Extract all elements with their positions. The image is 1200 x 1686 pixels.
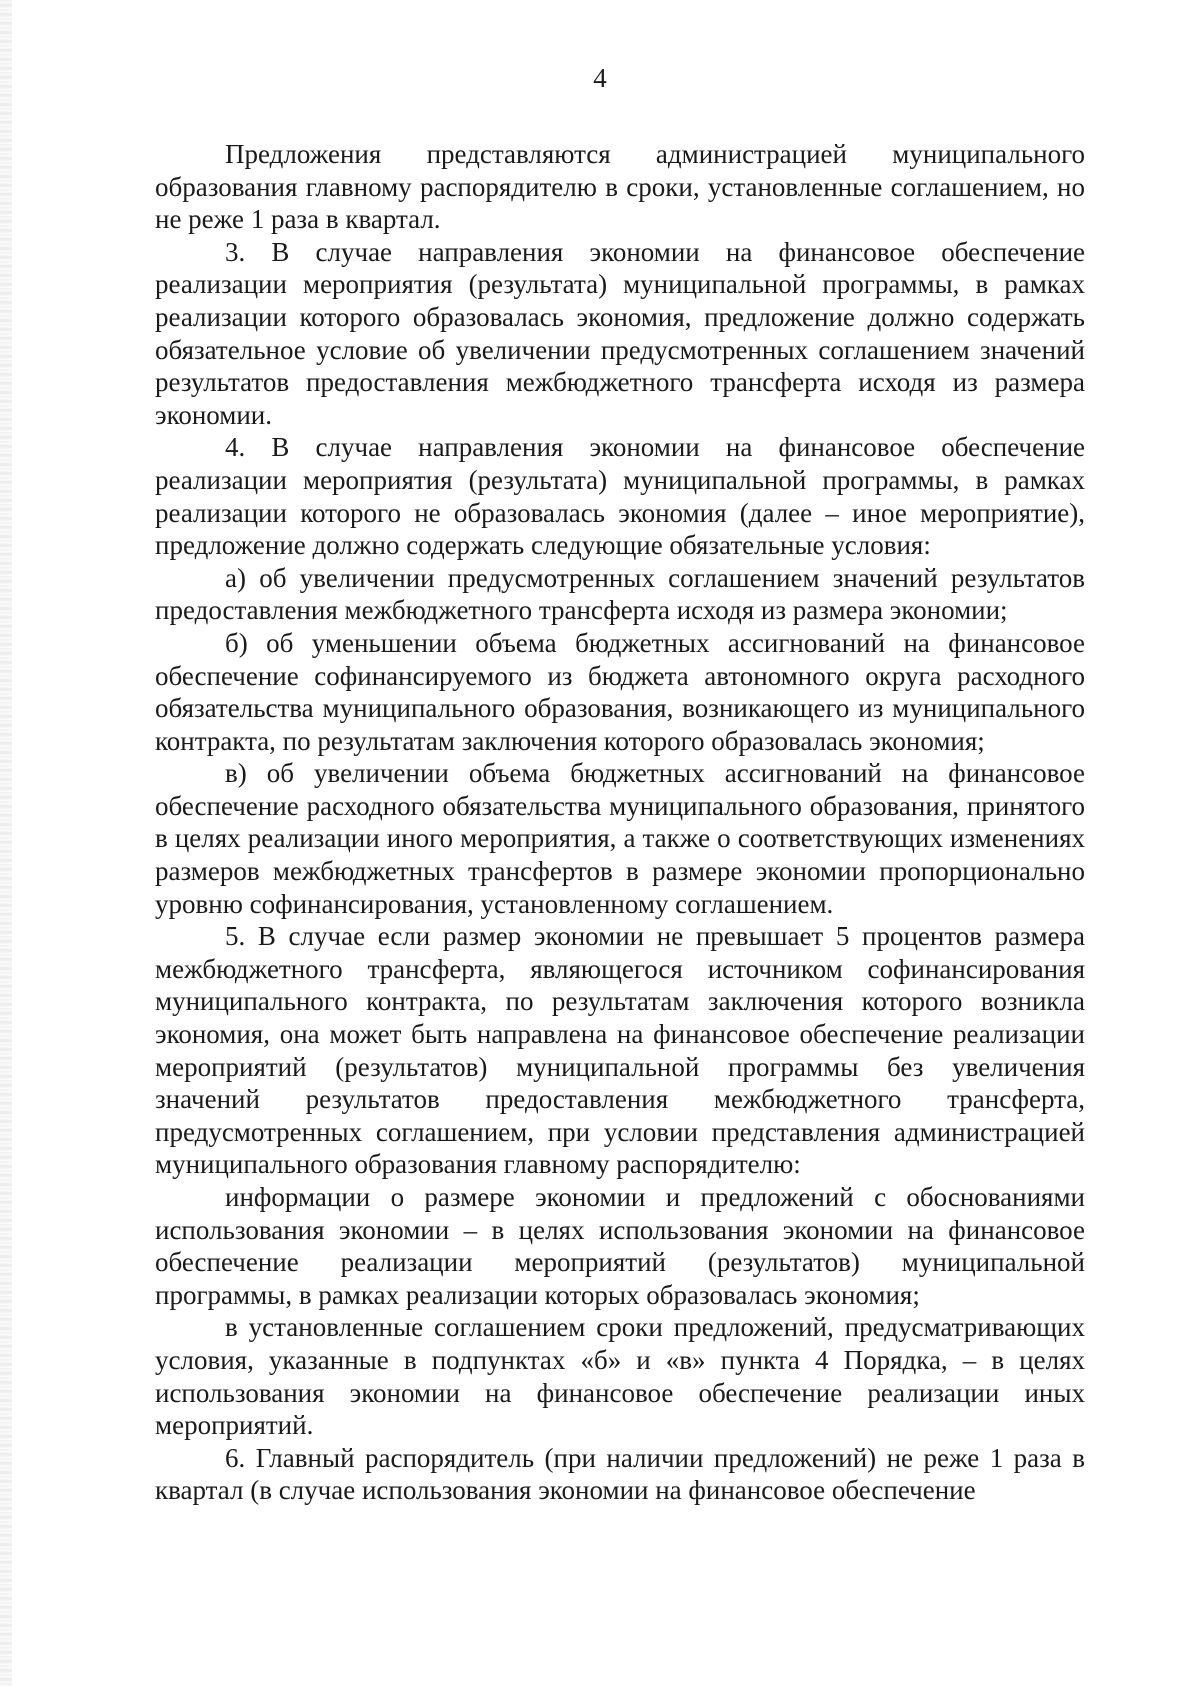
- paragraph-item-6: 6. Главный распорядитель (при наличии предложений) не реже 1 раза в квартал (в случае использования экономии на финансовое обеспечение: [155, 1442, 1085, 1506]
- scan-edge-shadow: [0, 0, 12, 1686]
- paragraph-proposals-deadline: Предложения представляются администрацией муниципального образования главному распорядителю в сроки, установленные соглашением, но не реже 1 раза в квартал.: [155, 139, 1085, 235]
- paragraph-item-4: 4. В случае направления экономии на финансовое обеспечение реализации мероприятия (результата) муниципальной программы, в рамках реализации которого не образовалась экономия (далее – иное мероприятие), предложение должно содержать следующие обязательные условия:: [155, 432, 1085, 561]
- paragraph-savings-information: информации о размере экономии и предложений с обоснованиями использования экономии – в целях использования экономии на финансовое обеспечение реализации мероприятий (результатов) муниципальной программы, в рамках реализации которых образовалась экономия;: [155, 1182, 1085, 1310]
- paragraph-item-3: 3. В случае направления экономии на финансовое обеспечение реализации мероприятия (результата) муниципальной программы, в рамках реализации которого образовалась экономия, предложение должно содержать обязательное условие об увеличении предусмотренных соглашением значений результатов предоставления межбюджетного трансферта исходя из размера экономии.: [155, 236, 1085, 430]
- document-body: [155, 138, 1085, 1507]
- paragraph-subitem-a: а) об увеличении предусмотренных соглашением значений результатов предоставления межбюджетного трансферта исходя из размера экономии;: [155, 562, 1085, 626]
- paragraph-subitem-v: в) об увеличении объема бюджетных ассигнований на финансовое обеспечение расходного обязательства муниципального образования, принятого в целях реализации иного мероприятия, а также о соответствующих изменениях размеров межбюджетных трансфертов в размере экономии пропорционально уровню софинансирования, установленному соглашением.: [155, 758, 1085, 919]
- paragraph-item-5: 5. В случае если размер экономии не превышает 5 процентов размера межбюджетного трансферта, являющегося источником софинансирования муниципального контракта, по результатам заключения которого возникла экономия, она может быть направлена на финансовое обеспечение реализации мероприятий (результатов) муниципальной программы без увеличения значений результатов предоставления межбюджетного трансферта, предусмотренных соглашением, при условии представления администрацией муниципального образования главному распорядителю:: [155, 921, 1085, 1180]
- page-number: 4: [593, 63, 607, 93]
- paragraph-subitem-b: б) об уменьшении объема бюджетных ассигнований на финансовое обеспечение софинансируемого из бюджета автономного округа расходного обязательства муниципального образования, возникающего из муниципального контракта, по результатам заключения которого образовалась экономия;: [155, 627, 1085, 756]
- paragraph-proposals-conditions: в установленные соглашением сроки предложений, предусматривающих условия, указанные в подпунктах «б» и «в» пункта 4 Порядка, – в целях использования экономии на финансовое обеспечение реализации иных мероприятий.: [155, 1312, 1085, 1441]
